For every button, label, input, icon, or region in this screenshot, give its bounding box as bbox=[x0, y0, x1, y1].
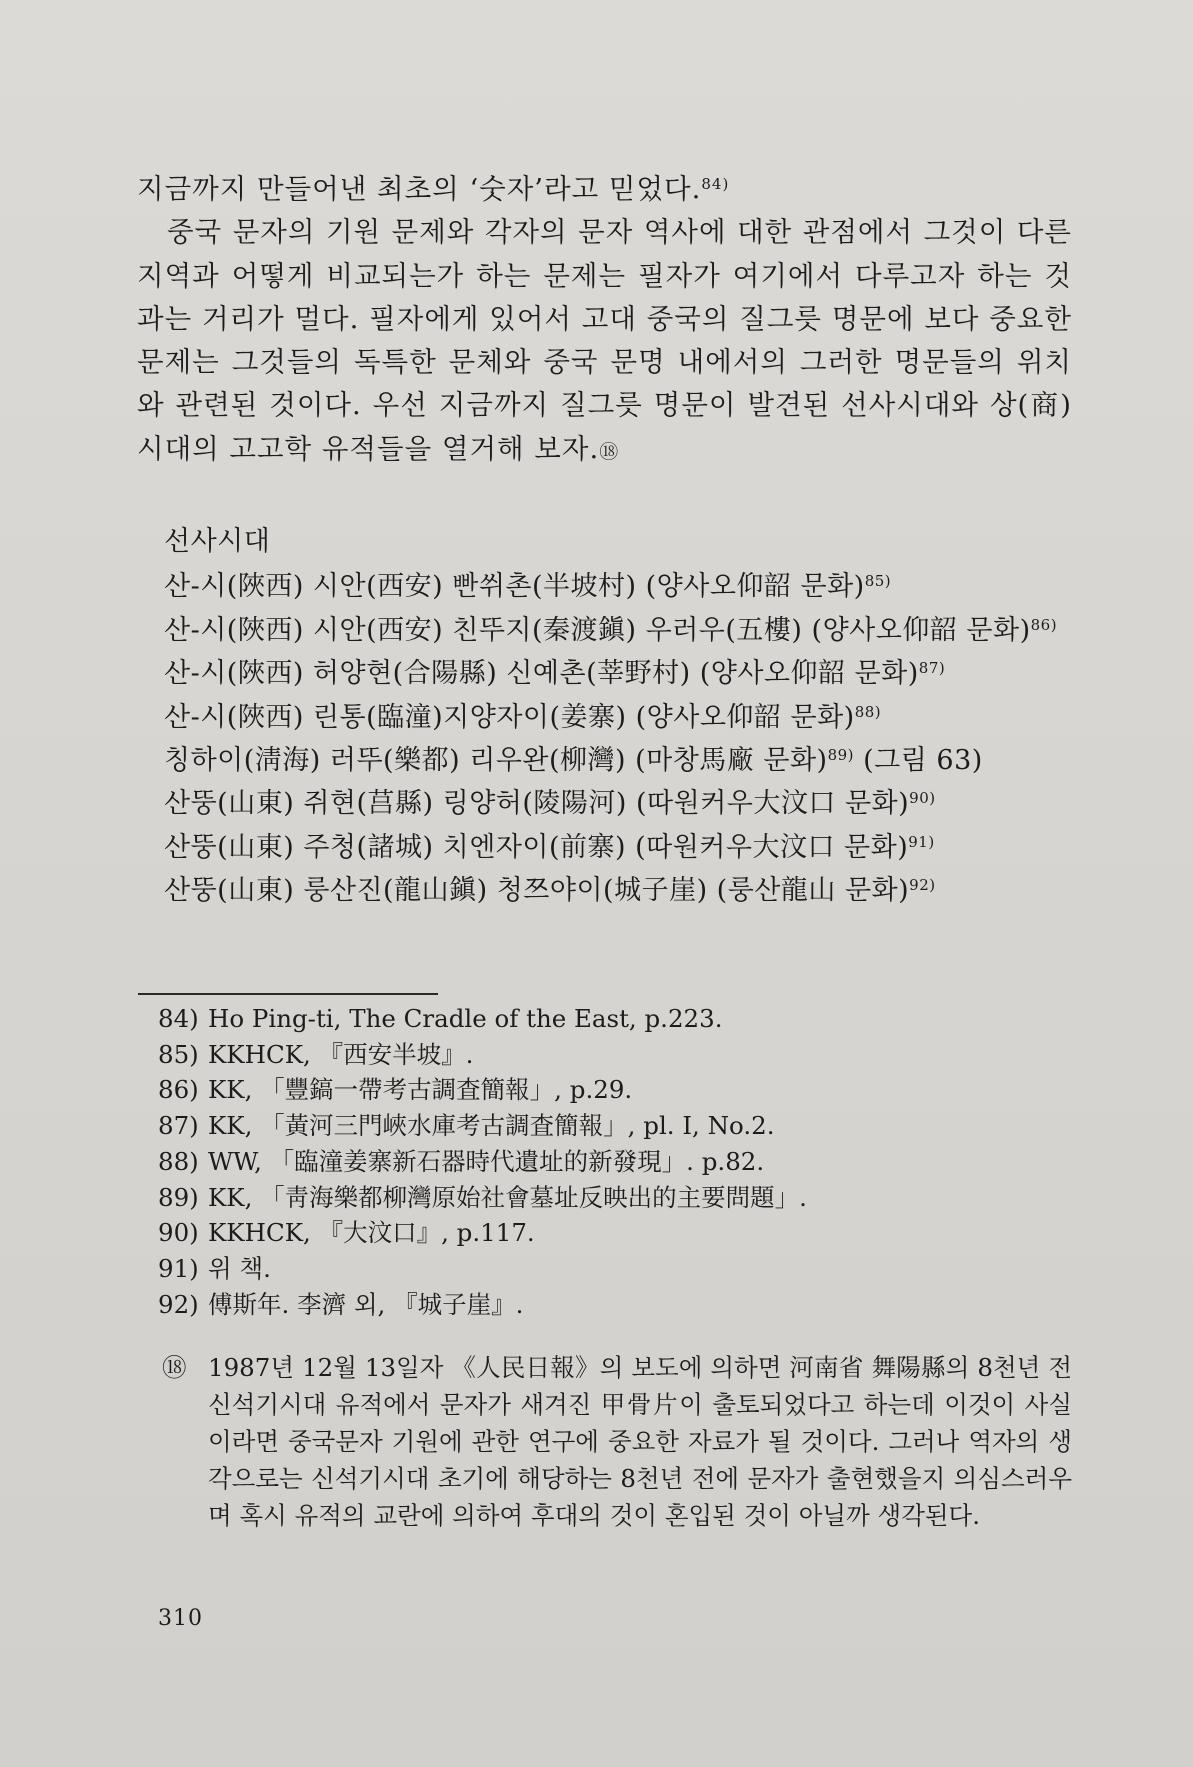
translator-note-ref: ⑱ bbox=[599, 440, 620, 463]
footnote-ref: 85) bbox=[864, 572, 892, 591]
footnote-ref: 89) bbox=[827, 746, 855, 765]
footnote-ref: 87) bbox=[918, 659, 946, 678]
footnote bbox=[158, 1180, 1078, 1216]
footnote-text: 위 책. bbox=[208, 1253, 271, 1283]
footnote-number: 84) bbox=[158, 1004, 199, 1033]
footnote bbox=[158, 1108, 1078, 1144]
figure-ref: (그림 63) bbox=[854, 745, 983, 777]
footnote-number: 90) bbox=[158, 1218, 199, 1248]
site-item bbox=[164, 696, 1074, 739]
footnote-divider bbox=[138, 993, 438, 995]
footnote-ref: 90) bbox=[909, 789, 936, 808]
site-item bbox=[164, 869, 1074, 912]
site-text: 산-시(陜西) 시안(西安) 빤쒸촌(半坡村) (양사오仰韶 문화) bbox=[164, 571, 865, 603]
footnote-text: KK, 「黃河三門峽水庫考古調査簡報」, pl. I, No.2. bbox=[208, 1111, 775, 1141]
footnote bbox=[158, 1037, 1078, 1073]
site-text: 산뚱(山東) 룽산진(龍山鎭) 청쯔야이(城子崖) (룽산龍山 문화) bbox=[164, 875, 910, 907]
footnote-number: 86) bbox=[158, 1075, 199, 1105]
paragraph-2 bbox=[137, 211, 1072, 474]
footnote bbox=[158, 1287, 1078, 1323]
footnote-text: KK, 「靑海樂都柳灣原始社會墓址反映出的主要問題」. bbox=[208, 1182, 807, 1212]
footnotes bbox=[158, 1001, 1078, 1322]
footnote-ref: 91) bbox=[908, 832, 935, 851]
site-list bbox=[164, 520, 1074, 913]
paragraph-2-text: 중국 문자의 기원 문제와 각자의 문자 역사에 대한 관점에서 그것이 다른 지역과 어떻게 비교되는가 하는 문제는 필자가 여기에서 다루고자 하는 것과는 거리가 멀다. 필자에게 있어서 고대 중국의 질그릇 명문에 보다 중요한 문제는 그것들의 독특한 문체와 중국 문명 내에서의 그러한 명문들의 위치와 관련된 것이다. 우선 지금까지 질그릇 명문이 발견된 선사시대와 상(商)시대의 고고학 유적들을 열거해 보자. bbox=[137, 216, 1072, 465]
site-item bbox=[164, 739, 1074, 782]
site-item bbox=[164, 609, 1074, 652]
paragraph-1 bbox=[137, 168, 1072, 211]
footnote bbox=[158, 1251, 1078, 1287]
footnote-text: KKHCK, 『西安半坡』. bbox=[208, 1039, 474, 1069]
footnote bbox=[158, 1144, 1078, 1180]
footnote-ref: 88) bbox=[854, 702, 882, 721]
translator-note-text: 1987년 12월 13일자 《人民日報》의 보도에 의하면 河南省 舞陽縣의 8천년 전 신석기시대 유적에서 문자가 새겨진 甲骨片이 출토되었다고 하는데 이것이 사실이라면 중국문자 기원에 관한 연구에 중요한 자료가 될 것이다. 그러나 역자의 생각으로는 신석기시대 초기에 해당하는 8천년 전에 문자가 출현했을지 의심스러우며 혹시 유적의 교란에 의하여 후대의 것이 혼입된 것이 아닐까 생각된다. bbox=[208, 1353, 1072, 1530]
footnote-ref: 92) bbox=[909, 876, 936, 895]
site-item bbox=[164, 565, 1074, 608]
footnote-number: 87) bbox=[158, 1111, 199, 1141]
page-number: 310 bbox=[158, 1606, 203, 1631]
footnote-number: 92) bbox=[158, 1289, 199, 1319]
footnote bbox=[158, 1072, 1078, 1108]
footnote-number: 88) bbox=[158, 1146, 199, 1176]
site-text: 산-시(陜西) 시안(西安) 친뚜지(秦渡鎭) 우러우(五樓) (양사오仰韶 문화) bbox=[164, 614, 1031, 646]
site-item bbox=[164, 826, 1074, 869]
footnote-number: 89) bbox=[158, 1182, 199, 1212]
paragraph-1-text: 지금까지 만들어낸 최초의 ‘숫자’라고 믿었다. bbox=[137, 173, 702, 205]
footnote bbox=[158, 1001, 1078, 1037]
site-text: 칭하이(淸海) 러뚜(樂都) 리우완(柳灣) (마창馬廠 문화) bbox=[164, 745, 828, 777]
footnote-text: 傅斯年. 李濟 외, 『城子崖』. bbox=[208, 1289, 524, 1319]
site-text: 산-시(陜西) 허양현(合陽縣) 신예촌(莘野村) (양사오仰韶 문화) bbox=[164, 658, 919, 690]
footnote-text: KK, 「豐鎬一帶考古調査簡報」, p.29. bbox=[208, 1075, 633, 1105]
site-text: 산뚱(山東) 쥐현(莒縣) 링양허(陵陽河) (따원커우大汶口 문화) bbox=[164, 788, 910, 820]
footnote-ref: 86) bbox=[1030, 615, 1058, 634]
site-text: 산-시(陜西) 린통(臨潼)지양자이(姜寨) (양사오仰韶 문화) bbox=[164, 701, 855, 733]
footnote-text: KKHCK, 『大汶口』, p.117. bbox=[208, 1218, 535, 1248]
site-item bbox=[164, 652, 1074, 695]
footnote-number: 85) bbox=[158, 1039, 199, 1069]
translator-note bbox=[162, 1349, 1072, 1534]
site-list-heading: 선사시대 bbox=[164, 526, 271, 557]
body-text bbox=[137, 168, 1072, 474]
footnote-ref-84: 84) bbox=[701, 175, 730, 193]
site-text: 산뚱(山東) 주청(諸城) 치엔자이(前寨) (따원커우大汶口 문화) bbox=[164, 831, 909, 863]
footnote-number: 91) bbox=[158, 1253, 199, 1283]
site-item bbox=[164, 782, 1074, 825]
footnote-text: Ho Ping-ti, The Cradle of the East, p.223. bbox=[208, 1004, 723, 1033]
footnote bbox=[158, 1215, 1078, 1251]
translator-note-mark: ⑱ bbox=[162, 1353, 187, 1382]
footnote-text: WW, 「臨潼姜寨新石器時代遺址的新發現」. p.82. bbox=[208, 1146, 765, 1176]
